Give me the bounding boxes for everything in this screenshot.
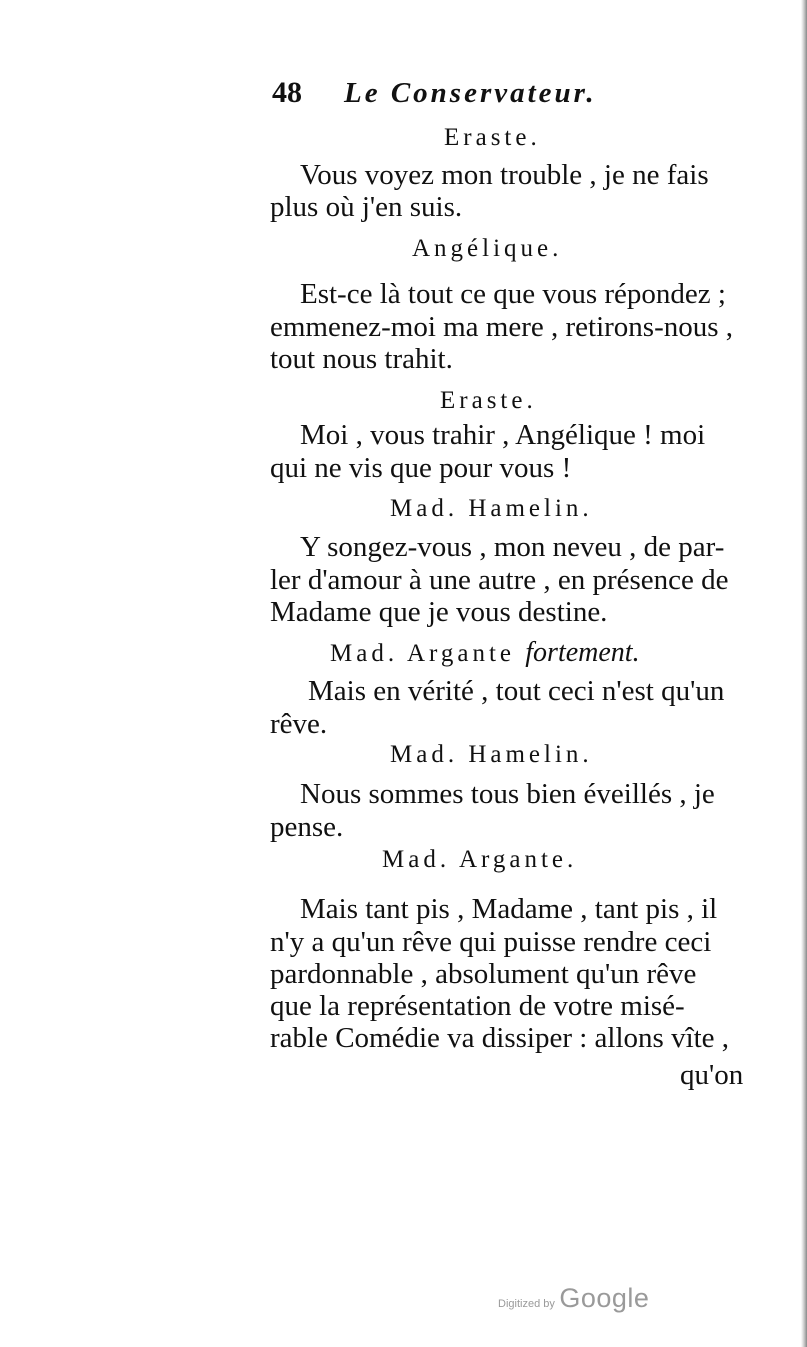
- catchword: qu'on: [680, 1059, 744, 1091]
- page-edge: [801, 0, 807, 1347]
- text-line: ler d'amour à une autre , en présence de: [270, 564, 729, 596]
- text-line: Madame que je vous destine.: [270, 596, 608, 628]
- text-line: n'y a qu'un rêve qui puisse rendre ceci: [270, 926, 712, 958]
- speaker-name: Eraste.: [444, 124, 541, 151]
- speaker-name: Mad. Hamelin.: [390, 495, 593, 522]
- text-line: Moi , vous trahir , Angélique ! moi: [300, 419, 706, 451]
- text-line: Nous sommes tous bien éveillés , je: [300, 778, 715, 810]
- text-line: rêve.: [270, 708, 328, 740]
- running-title: Le Conservateur.: [344, 77, 597, 109]
- speaker-name: Mad. Argante.: [382, 846, 578, 873]
- text-line: Vous voyez mon trouble , je ne fais: [300, 159, 709, 191]
- text-line: que la représentation de votre misé-: [270, 990, 685, 1022]
- text-line: qui ne vis que pour vous !: [270, 452, 572, 484]
- text-line: Mais en vérité , tout ceci n'est qu'un: [308, 675, 725, 707]
- text-line: emmenez-moi ma mere , retirons-nous ,: [270, 311, 734, 343]
- text-line: pense.: [270, 811, 344, 843]
- speaker-name: Mad. Hamelin.: [390, 741, 593, 768]
- digitizer-watermark: [498, 1283, 649, 1314]
- text-line: rable Comédie va dissiper : allons vîte ,: [270, 1022, 730, 1054]
- text-line: Est-ce là tout ce que vous répondez ;: [300, 278, 726, 310]
- text-line: Mais tant pis , Madame , tant pis , il: [300, 893, 718, 925]
- speaker-label: Mad. Argante: [330, 640, 516, 667]
- speaker-name: Eraste.: [440, 387, 537, 414]
- speaker-name: [330, 636, 640, 671]
- speaker-name: Angélique.: [412, 235, 563, 262]
- page-number: 48: [272, 76, 302, 109]
- text-line: plus où j'en suis.: [270, 191, 463, 223]
- watermark-prefix: Digitized by: [498, 1298, 555, 1310]
- google-logo: Google: [559, 1283, 650, 1313]
- stage-direction: fortement.: [525, 637, 640, 668]
- text-line: pardonnable , absolument qu'un rêve: [270, 958, 697, 990]
- text-line: Y songez-vous , mon neveu , de par-: [300, 531, 725, 563]
- text-line: tout nous trahit.: [270, 343, 453, 375]
